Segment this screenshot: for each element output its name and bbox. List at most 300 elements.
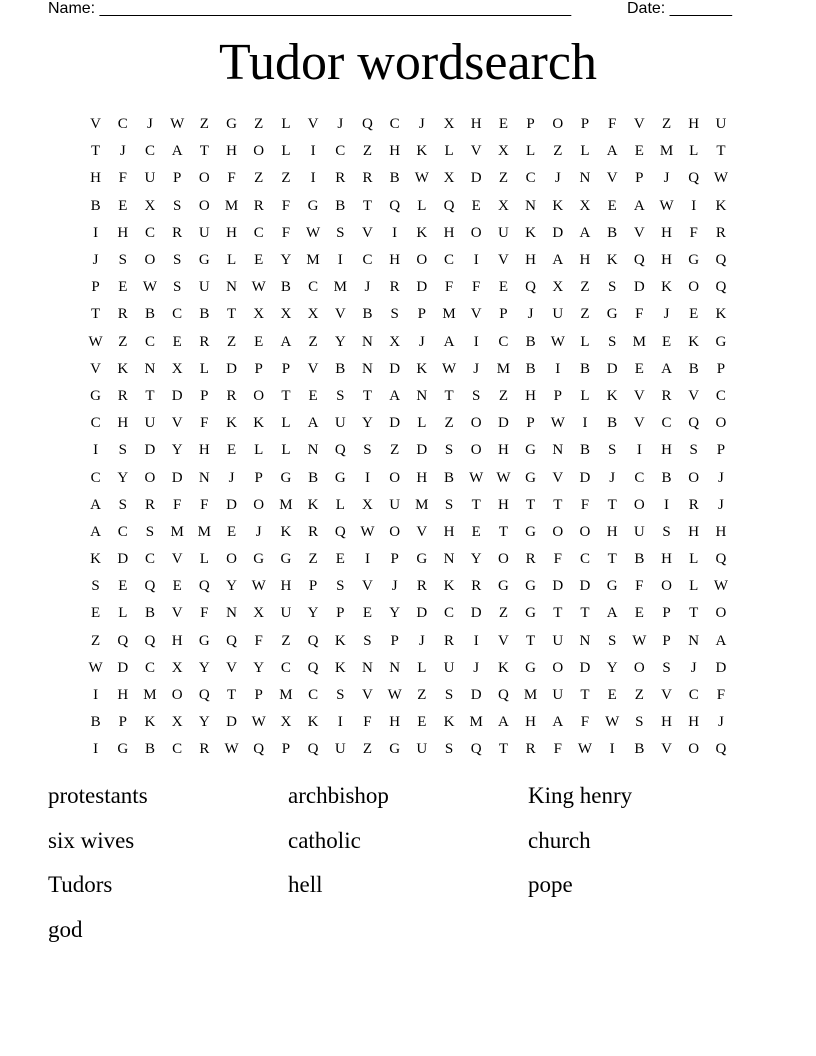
grid-cell: L: [444, 143, 454, 160]
grid-cell: F: [635, 578, 644, 595]
grid-cell: H: [280, 578, 292, 595]
grid-cell: J: [473, 659, 480, 676]
grid-cell: Z: [91, 632, 101, 649]
grid-cell: R: [661, 387, 672, 404]
grid-cell: O: [688, 741, 700, 758]
grid-cell: T: [362, 197, 373, 214]
grid-cell: I: [664, 496, 670, 513]
grid-cell: Z: [281, 632, 291, 649]
grid-cell: W: [441, 360, 457, 377]
grid-cell: D: [416, 442, 428, 459]
grid-cell: F: [444, 279, 454, 296]
grid-cell: O: [715, 415, 727, 432]
grid-cell: F: [716, 687, 726, 704]
grid-cell: O: [171, 687, 183, 704]
grid-cell: C: [634, 469, 645, 486]
grid-cell: A: [606, 143, 618, 160]
grid-cell: K: [334, 659, 346, 676]
grid-cell: I: [636, 442, 642, 459]
grid-cell: B: [389, 170, 400, 187]
grid-cell: E: [607, 687, 617, 704]
grid-cell: A: [579, 224, 591, 241]
grid-cell: P: [716, 360, 726, 377]
grid-cell: O: [470, 415, 482, 432]
grid-cell: N: [362, 360, 373, 377]
grid-cell: G: [715, 333, 727, 350]
grid-cell: F: [172, 496, 182, 513]
grid-cell: J: [147, 116, 153, 133]
grid-cell: B: [144, 306, 155, 323]
grid-cell: R: [335, 170, 346, 187]
grid-cell: B: [525, 333, 536, 350]
grid-cell: I: [93, 741, 99, 758]
grid-cell: W: [251, 714, 266, 731]
grid-cell: J: [337, 116, 344, 133]
grid-cell: W: [360, 523, 375, 540]
grid-cell: F: [200, 605, 209, 622]
grid-cell: L: [199, 551, 209, 568]
grid-cell: J: [690, 659, 697, 676]
grid-cell: B: [144, 605, 155, 622]
grid-cell: F: [363, 714, 372, 731]
grid-cell: T: [607, 496, 617, 513]
grid-cell: D: [416, 605, 428, 622]
grid-cell: H: [661, 224, 672, 241]
grid-cell: X: [307, 306, 319, 323]
grid-cell: H: [198, 442, 210, 459]
grid-cell: I: [392, 224, 398, 241]
grid-cell: W: [550, 415, 565, 432]
grid-cell: K: [661, 279, 672, 296]
grid-cell: F: [254, 632, 263, 649]
grid-cell: C: [117, 116, 128, 133]
grid-cell: V: [661, 741, 672, 758]
grid-cell: L: [689, 143, 699, 160]
grid-cell: U: [334, 415, 346, 432]
grid-cell: M: [170, 523, 184, 540]
grid-cell: P: [254, 360, 263, 377]
grid-cell: E: [689, 306, 699, 323]
grid-cell: K: [416, 224, 428, 241]
word-list-item: catholic: [288, 827, 361, 853]
grid-cell: I: [609, 741, 615, 758]
grid-cell: Z: [580, 279, 590, 296]
grid-cell: A: [715, 632, 727, 649]
grid-cell: T: [471, 496, 481, 513]
grid-cell: D: [579, 469, 591, 486]
grid-cell: I: [93, 687, 99, 704]
grid-cell: F: [281, 197, 291, 214]
grid-cell: K: [688, 333, 700, 350]
grid-cell: O: [198, 170, 210, 187]
grid-cell: K: [552, 197, 564, 214]
grid-cell: G: [117, 741, 129, 758]
grid-cell: H: [389, 714, 401, 731]
grid-cell: S: [444, 496, 454, 513]
grid-cell: E: [118, 197, 128, 214]
grid-cell: D: [226, 360, 237, 377]
grid-cell: W: [550, 333, 565, 350]
grid-cell: O: [389, 523, 401, 540]
grid-cell: I: [364, 469, 370, 486]
grid-cell: G: [253, 551, 265, 568]
grid-cell: T: [199, 143, 209, 160]
grid-cell: I: [93, 442, 99, 459]
grid-cell: H: [688, 714, 700, 731]
grid-cell: R: [117, 306, 128, 323]
grid-cell: G: [525, 605, 537, 622]
grid-cell: K: [253, 415, 265, 432]
grid-cell: Y: [171, 442, 183, 459]
grid-cell: N: [443, 551, 455, 568]
grid-cell: H: [90, 170, 102, 187]
grid-cell: K: [497, 659, 509, 676]
grid-cell: Z: [254, 116, 264, 133]
grid-cell: N: [362, 333, 373, 350]
name-field[interactable]: Name: _____________________________________________________: [48, 0, 572, 17]
grid-cell: T: [281, 387, 291, 404]
grid-cell: P: [281, 360, 291, 377]
grid-cell: E: [226, 442, 237, 459]
grid-cell: X: [171, 714, 183, 731]
grid-cell: E: [634, 143, 644, 160]
grid-cell: L: [254, 442, 264, 459]
grid-cell: D: [552, 224, 564, 241]
grid-cell: F: [607, 116, 617, 133]
grid-cell: F: [200, 415, 209, 432]
grid-cell: C: [144, 659, 155, 676]
grid-cell: E: [471, 523, 481, 540]
grid-cell: D: [470, 605, 482, 622]
grid-cell: A: [171, 143, 183, 160]
grid-cell: R: [525, 551, 536, 568]
grid-cell: K: [334, 632, 346, 649]
grid-cell: C: [144, 224, 155, 241]
grid-cell: F: [118, 170, 127, 187]
grid-cell: S: [444, 741, 454, 758]
grid-cell: O: [470, 224, 482, 241]
grid-cell: V: [497, 252, 509, 269]
grid-cell: S: [363, 442, 372, 459]
grid-cell: G: [389, 741, 401, 758]
grid-cell: A: [443, 333, 455, 350]
grid-cell: Q: [144, 632, 156, 649]
grid-cell: L: [689, 578, 699, 595]
grid-cell: Q: [443, 197, 455, 214]
grid-cell: H: [443, 224, 455, 241]
grid-cell: T: [553, 605, 563, 622]
grid-cell: K: [307, 496, 319, 513]
grid-cell: F: [200, 496, 209, 513]
grid-cell: L: [226, 252, 237, 269]
grid-cell: D: [226, 714, 237, 731]
grid-cell: S: [336, 687, 345, 704]
grid-cell: C: [525, 170, 536, 187]
grid-cell: S: [118, 496, 127, 513]
grid-cell: S: [118, 252, 127, 269]
grid-cell: O: [144, 252, 156, 269]
grid-cell: I: [555, 360, 561, 377]
grid-cell: E: [417, 714, 427, 731]
grid-cell: P: [662, 632, 671, 649]
grid-cell: V: [90, 116, 102, 133]
grid-cell: S: [336, 224, 345, 241]
grid-cell: V: [416, 523, 428, 540]
grid-cell: P: [336, 605, 345, 622]
grid-cell: B: [661, 469, 672, 486]
grid-cell: Q: [715, 551, 727, 568]
grid-cell: K: [525, 224, 537, 241]
grid-cell: H: [497, 442, 509, 459]
grid-cell: H: [416, 469, 428, 486]
grid-cell: X: [497, 197, 509, 214]
grid-cell: J: [418, 116, 425, 133]
grid-cell: P: [281, 741, 291, 758]
grid-cell: J: [527, 306, 534, 323]
grid-cell: H: [171, 632, 183, 649]
grid-cell: U: [144, 415, 156, 432]
grid-cell: Z: [308, 551, 318, 568]
grid-cell: A: [389, 387, 401, 404]
grid-cell: M: [143, 687, 157, 704]
grid-cell: P: [417, 306, 427, 323]
grid-cell: C: [362, 252, 373, 269]
grid-cell: N: [416, 387, 428, 404]
grid-cell: C: [715, 387, 726, 404]
grid-cell: N: [144, 360, 156, 377]
grid-cell: O: [416, 252, 428, 269]
grid-cell: Q: [688, 415, 700, 432]
grid-cell: M: [523, 687, 538, 704]
grid-cell: D: [117, 659, 129, 676]
grid-cell: E: [362, 605, 373, 622]
grid-cell: Y: [470, 551, 482, 568]
grid-cell: K: [280, 523, 292, 540]
grid-cell: S: [336, 387, 345, 404]
grid-cell: H: [443, 523, 455, 540]
grid-cell: Q: [525, 279, 537, 296]
grid-cell: W: [88, 659, 103, 676]
grid-cell: S: [390, 306, 399, 323]
grid-cell: B: [579, 360, 590, 377]
grid-cell: Y: [198, 714, 210, 731]
grid-cell: R: [226, 387, 237, 404]
grid-cell: X: [253, 306, 265, 323]
grid-cell: Z: [444, 415, 454, 432]
grid-cell: V: [171, 605, 183, 622]
grid-cell: E: [498, 279, 508, 296]
grid-cell: Q: [144, 578, 156, 595]
date-field[interactable]: Date: _______: [627, 0, 732, 17]
grid-cell: S: [172, 252, 182, 269]
grid-cell: V: [661, 687, 672, 704]
word-list-item: pope: [528, 872, 573, 897]
grid-cell: J: [119, 143, 126, 160]
grid-cell: P: [499, 306, 508, 323]
grid-cell: Z: [362, 143, 373, 160]
grid-cell: S: [118, 442, 127, 459]
grid-cell: N: [226, 605, 237, 622]
grid-cell: Y: [253, 659, 265, 676]
grid-cell: J: [663, 170, 670, 187]
grid-cell: C: [90, 415, 101, 432]
grid-cell: X: [171, 360, 183, 377]
grid-cell: Q: [715, 252, 727, 269]
grid-cell: D: [552, 578, 564, 595]
grid-cell: E: [254, 252, 264, 269]
grid-cell: X: [280, 714, 292, 731]
grid-cell: A: [307, 415, 319, 432]
grid-cell: A: [633, 197, 645, 214]
grid-cell: E: [607, 197, 617, 214]
grid-cell: D: [389, 360, 401, 377]
grid-cell: P: [580, 116, 590, 133]
grid-cell: J: [554, 170, 561, 187]
grid-cell: T: [91, 306, 101, 323]
grid-cell: U: [443, 659, 455, 676]
grid-cell: Q: [389, 197, 401, 214]
grid-cell: F: [472, 279, 481, 296]
grid-cell: T: [498, 523, 508, 540]
grid-cell: V: [334, 306, 346, 323]
grid-cell: K: [715, 197, 727, 214]
grid-cell: R: [117, 387, 128, 404]
grid-cell: U: [144, 170, 156, 187]
grid-cell: Q: [307, 632, 319, 649]
grid-cell: T: [580, 687, 590, 704]
grid-cell: B: [607, 224, 618, 241]
grid-cell: P: [200, 387, 209, 404]
grid-cell: V: [171, 551, 183, 568]
grid-cell: H: [715, 523, 727, 540]
grid-cell: H: [606, 523, 618, 540]
grid-cell: Z: [390, 442, 400, 459]
grid-cell: Q: [226, 632, 237, 649]
grid-cell: R: [444, 632, 455, 649]
grid-cell: T: [553, 496, 563, 513]
grid-cell: H: [688, 116, 700, 133]
grid-cell: L: [281, 442, 291, 459]
grid-cell: O: [144, 469, 156, 486]
grid-cell: R: [172, 224, 183, 241]
grid-cell: C: [144, 551, 155, 568]
grid-cell: F: [580, 714, 590, 731]
word-list-item: King henry: [528, 783, 633, 808]
grid-cell: B: [199, 306, 210, 323]
grid-cell: H: [389, 143, 401, 160]
grid-cell: K: [443, 714, 455, 731]
grid-cell: D: [470, 687, 482, 704]
grid-cell: E: [308, 387, 318, 404]
grid-cell: S: [336, 578, 345, 595]
grid-cell: R: [525, 741, 536, 758]
grid-cell: K: [443, 578, 455, 595]
grid-cell: K: [606, 252, 618, 269]
grid-cell: T: [226, 687, 237, 704]
grid-cell: Y: [226, 578, 237, 595]
grid-cell: E: [172, 578, 182, 595]
grid-cell: N: [307, 442, 319, 459]
grid-cell: J: [717, 714, 724, 731]
grid-cell: S: [145, 523, 155, 540]
grid-cell: C: [172, 306, 183, 323]
grid-cell: O: [389, 469, 401, 486]
grid-cell: P: [91, 279, 100, 296]
grid-cell: M: [333, 279, 347, 296]
grid-cell: B: [90, 714, 101, 731]
grid-cell: D: [633, 279, 645, 296]
grid-cell: M: [197, 523, 212, 540]
grid-cell: B: [362, 306, 373, 323]
grid-cell: T: [526, 496, 536, 513]
word-list: [48, 774, 768, 952]
header-line: [48, 0, 748, 20]
grid-cell: N: [362, 659, 373, 676]
grid-cell: U: [389, 496, 401, 513]
grid-cell: M: [306, 252, 320, 269]
grid-cell: T: [607, 551, 617, 568]
grid-cell: Y: [334, 333, 346, 350]
grid-cell: B: [308, 469, 319, 486]
grid-cell: B: [90, 197, 101, 214]
letter-grid: [82, 111, 734, 764]
grid-cell: Y: [389, 605, 401, 622]
grid-cell: S: [172, 197, 182, 214]
grid-cell: C: [444, 252, 455, 269]
grid-cell: M: [442, 306, 456, 323]
grid-cell: M: [279, 496, 293, 513]
grid-cell: E: [172, 333, 182, 350]
grid-cell: G: [198, 632, 210, 649]
grid-cell: O: [688, 279, 700, 296]
grid-cell: P: [390, 632, 399, 649]
grid-cell: R: [471, 578, 482, 595]
grid-cell: S: [91, 578, 100, 595]
grid-cell: N: [389, 659, 401, 676]
grid-cell: X: [253, 605, 265, 622]
grid-cell: G: [525, 578, 537, 595]
grid-cell: J: [255, 523, 262, 540]
grid-cell: W: [88, 333, 103, 350]
grid-cell: V: [606, 170, 618, 187]
grid-cell: S: [662, 659, 671, 676]
word-list-item: archbishop: [288, 783, 389, 808]
grid-cell: W: [659, 197, 674, 214]
grid-cell: E: [118, 578, 128, 595]
grid-cell: R: [199, 741, 210, 758]
grid-cell: X: [280, 306, 292, 323]
grid-cell: Z: [281, 170, 291, 187]
grid-cell: O: [497, 551, 509, 568]
grid-cell: Q: [715, 279, 727, 296]
grid-cell: P: [526, 116, 535, 133]
grid-cell: C: [308, 687, 319, 704]
grid-cell: V: [307, 116, 319, 133]
grid-cell: H: [661, 551, 672, 568]
grid-cell: U: [416, 741, 428, 758]
grid-cell: G: [307, 197, 319, 214]
grid-cell: W: [469, 469, 484, 486]
grid-cell: G: [226, 116, 237, 133]
grid-cell: Z: [580, 306, 590, 323]
grid-cell: L: [417, 659, 427, 676]
grid-cell: H: [226, 224, 237, 241]
grid-cell: B: [280, 279, 291, 296]
grid-cell: H: [661, 442, 672, 459]
grid-cell: Q: [470, 741, 482, 758]
grid-cell: G: [606, 578, 618, 595]
grid-cell: K: [307, 714, 319, 731]
